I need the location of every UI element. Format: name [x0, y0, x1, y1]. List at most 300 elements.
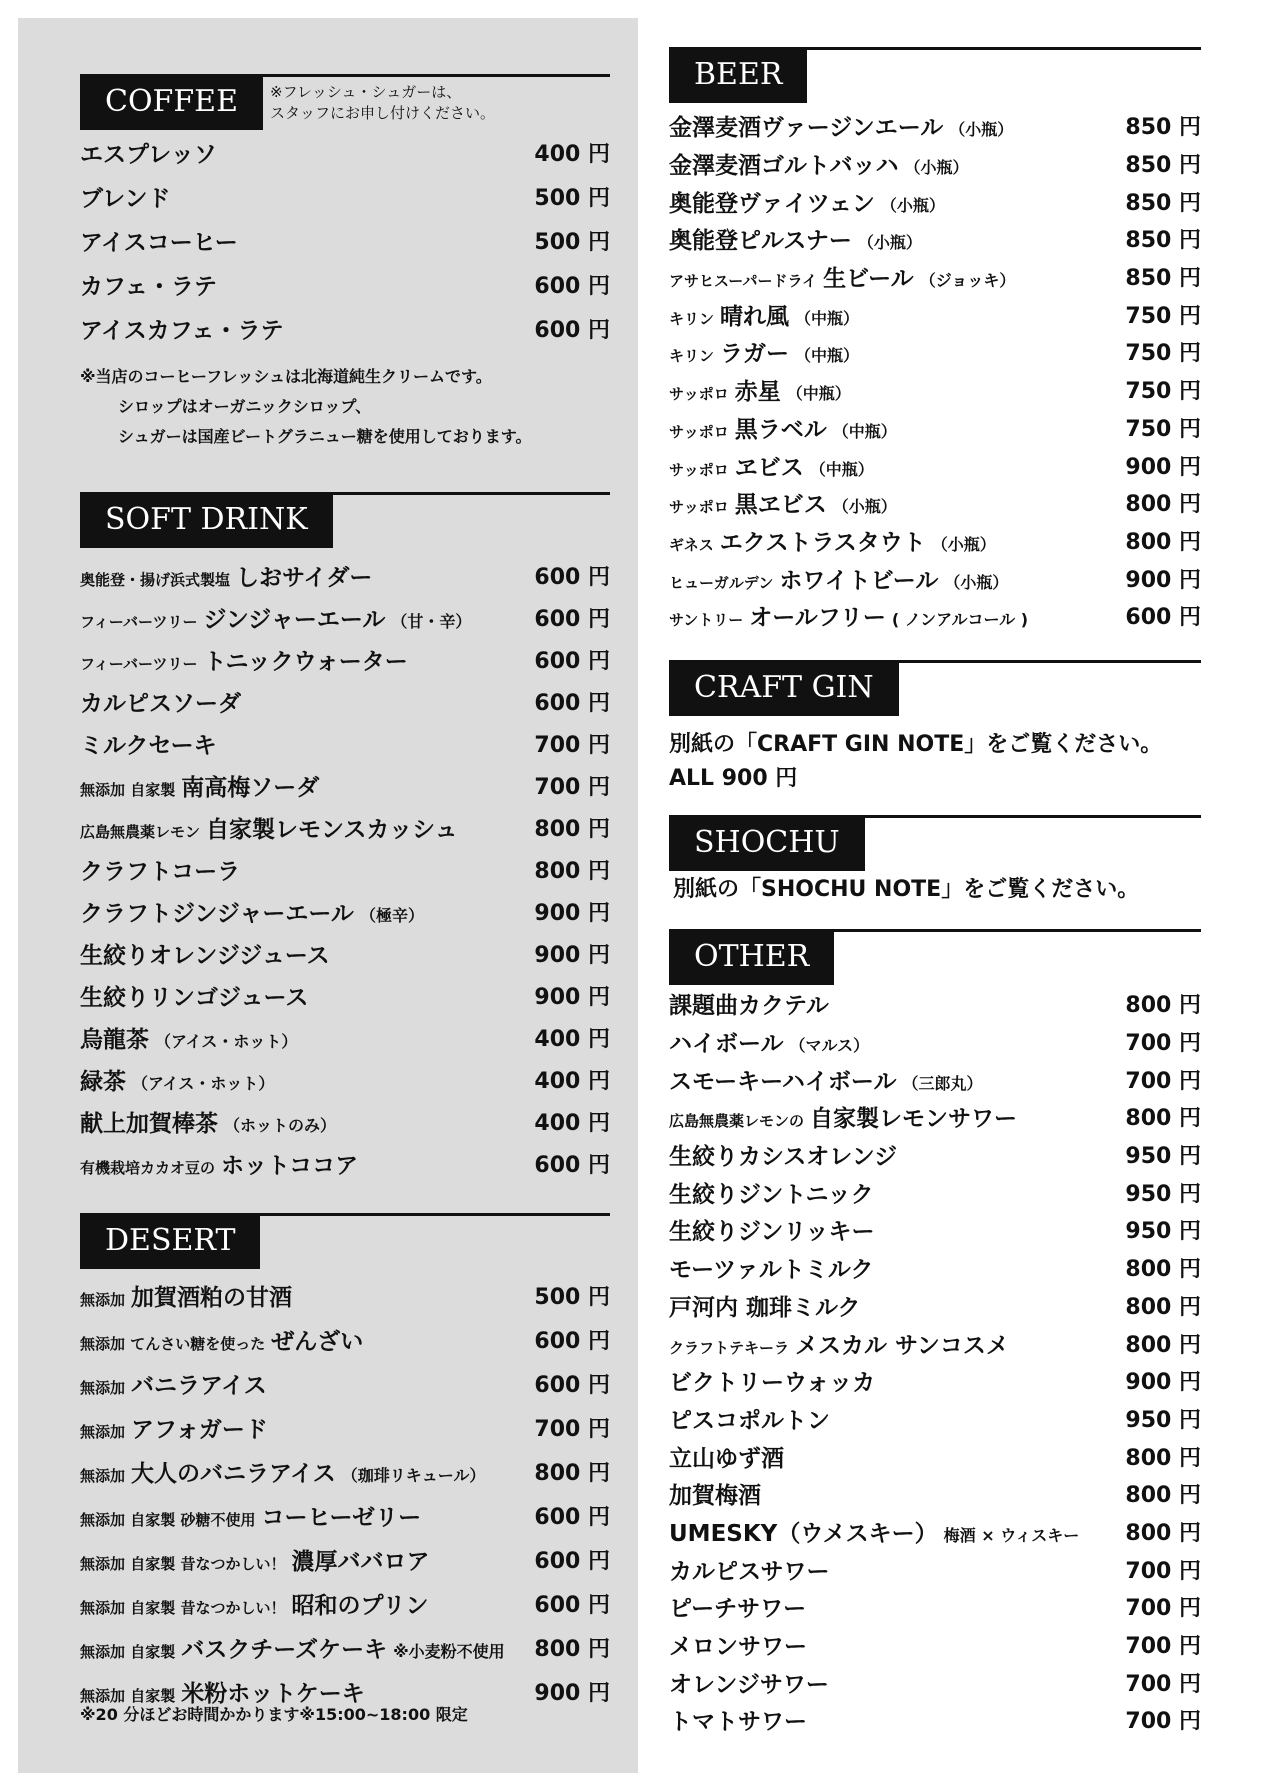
item-name: アイスカフェ・ラテ [80, 317, 284, 344]
item-name: ハイボール [669, 1031, 784, 1058]
item-prefix: サッポロ [669, 385, 729, 404]
menu-item-name [80, 559, 372, 592]
item-price: 700 円 [534, 1416, 610, 1442]
footnote-line: ※当店のコーヒーフレッシュは北海道純生クリームです。 [80, 367, 492, 386]
item-name: トニックウォーター [203, 648, 408, 675]
item-suffix: （小瓶） [904, 158, 969, 178]
menu-item-name [669, 1440, 784, 1473]
item-name: 生絞りジントニック [669, 1181, 874, 1208]
menu-item-name [669, 222, 922, 255]
item-name: 生絞りリンゴジュース [80, 984, 309, 1011]
item-name: メスカル サンコスメ [795, 1332, 1009, 1359]
item-prefix: キリン [669, 347, 715, 366]
item-price: 800 円 [534, 816, 610, 842]
item-name: ピスコポルトン [669, 1407, 830, 1434]
menu-item-name [80, 1543, 429, 1576]
item-suffix: （小瓶） [880, 195, 945, 215]
menu-item [80, 218, 610, 262]
craft-gin-header [669, 660, 1201, 716]
menu-item-name [669, 1327, 1009, 1360]
item-price: 700 円 [1125, 1709, 1201, 1735]
item-prefix: 無添加 自家製 [80, 780, 176, 799]
item-prefix: クラフトテキーラ [669, 1338, 790, 1357]
item-name: 生絞りカシスオレンジ [669, 1144, 898, 1171]
menu-item-name [669, 147, 969, 180]
menu-item [80, 680, 610, 722]
menu-item [669, 1211, 1201, 1249]
craft-gin-line: ALL 900 円 [669, 766, 798, 791]
item-price: 700 円 [1125, 1634, 1201, 1660]
item-price: 700 円 [1125, 1671, 1201, 1697]
shochu-line: 別紙の「SHOCHU NOTE」をご覧ください。 [673, 877, 1140, 902]
item-name: カルピスソーダ [80, 690, 241, 717]
menu-item [669, 333, 1201, 371]
menu-item [80, 262, 610, 306]
item-price: 400 円 [534, 141, 610, 167]
desert-footnote: ※20 分ほどお時間かかります※15:00~18:00 限定 [80, 1705, 468, 1724]
item-price: 850 円 [1125, 153, 1201, 179]
item-price: 500 円 [534, 185, 610, 211]
item-name: 自家製レモンスカッシュ [206, 816, 458, 843]
item-name: アフォガード [131, 1416, 268, 1443]
menu-item-name [80, 180, 171, 213]
item-name: バスクチーズケーキ [181, 1636, 388, 1663]
menu-item [669, 1023, 1201, 1061]
shochu-header [669, 815, 1201, 871]
item-price: 800 円 [1125, 1520, 1201, 1546]
item-price: 950 円 [1125, 1181, 1201, 1207]
menu-item [669, 1249, 1201, 1287]
menu-item [80, 1493, 610, 1537]
other-title: OTHER [669, 929, 834, 985]
menu-item [669, 1060, 1201, 1098]
item-suffix: 梅酒 × ウィスキー [943, 1525, 1080, 1545]
menu-item-name [80, 853, 240, 886]
item-price: 600 円 [534, 606, 610, 632]
item-price: 800 円 [534, 1460, 610, 1486]
item-name: カルピスサワー [669, 1558, 830, 1585]
item-price: 400 円 [534, 1026, 610, 1052]
menu-item [669, 145, 1201, 183]
item-suffix: （三郎丸） [902, 1073, 983, 1093]
menu-item-name [669, 1138, 897, 1171]
menu-item-name [669, 1251, 873, 1284]
item-prefix: キリン [669, 309, 715, 328]
menu-item-name [80, 1587, 429, 1620]
menu-item-name [669, 1289, 861, 1322]
desert-section [80, 1213, 610, 1725]
item-price: 850 円 [1125, 266, 1201, 292]
soft-drink-header [80, 492, 610, 548]
menu-item [669, 446, 1201, 484]
item-name: 奥能登ピルスナー [669, 228, 852, 255]
menu-item-name [669, 185, 945, 218]
menu-item [669, 1400, 1201, 1438]
coffee-footnote [80, 362, 610, 452]
item-price: 750 円 [1125, 341, 1201, 367]
item-prefix: フィーバーツリー [80, 612, 198, 631]
menu-item [80, 174, 610, 218]
item-price: 900 円 [534, 942, 610, 968]
menu-item-name [669, 1364, 875, 1397]
item-name: 生絞りジンリッキー [669, 1219, 875, 1246]
menu-item-name [80, 1367, 267, 1400]
menu-item-name [669, 562, 1008, 595]
menu-item [80, 1537, 610, 1581]
menu-item-name [669, 1176, 874, 1209]
item-name: 加賀酒粕の甘酒 [131, 1284, 293, 1311]
item-name: トマトサワー [669, 1709, 807, 1736]
menu-item [80, 1142, 610, 1184]
menu-item-name [669, 486, 897, 519]
item-price: 900 円 [534, 984, 610, 1010]
item-name: 生ビール [823, 266, 914, 293]
item-name: 黒ラベル [734, 416, 827, 443]
item-name: ブレンド [80, 185, 171, 212]
menu-item-name [80, 1279, 292, 1312]
other-section [669, 929, 1201, 1739]
item-price: 600 円 [534, 1152, 610, 1178]
menu-item-name [80, 1147, 358, 1180]
footnote-line: シュガーは国産ビートグラニュー糖を使用しております。 [102, 427, 532, 446]
item-price: 950 円 [1125, 1144, 1201, 1170]
craft-gin-text [669, 728, 1201, 796]
item-price: 800 円 [534, 858, 610, 884]
item-price: 700 円 [534, 774, 610, 800]
item-prefix: 広島無農薬レモンの [669, 1112, 805, 1131]
item-prefix: 奥能登・揚げ浜式製塩 [80, 570, 231, 589]
item-price: 800 円 [534, 1636, 610, 1662]
item-price: 900 円 [1125, 567, 1201, 593]
menu-item [80, 974, 610, 1016]
menu-item [669, 1173, 1201, 1211]
menu-item [669, 1136, 1201, 1174]
coffee-note [270, 82, 495, 124]
item-name: オレンジサワー [669, 1671, 829, 1698]
item-name: 献上加賀棒茶 [80, 1110, 218, 1137]
item-suffix: （小瓶） [832, 497, 897, 517]
item-suffix: （珈琲リキュール） [341, 1465, 486, 1485]
item-price: 850 円 [1125, 115, 1201, 141]
coffee-list [80, 130, 610, 350]
beer-list [669, 107, 1201, 635]
item-suffix: （中瓶） [786, 384, 851, 404]
menu-item [669, 1437, 1201, 1475]
item-suffix: （マルス） [789, 1036, 870, 1056]
menu-item-name [669, 1402, 830, 1435]
menu-item [80, 722, 610, 764]
item-price: 800 円 [1125, 1445, 1201, 1471]
desert-list [80, 1273, 610, 1713]
menu-item [80, 1361, 610, 1405]
menu-item-name [669, 1063, 983, 1096]
menu-item-name [669, 599, 1028, 632]
item-name: カフェ・ラテ [80, 273, 217, 300]
coffee-section [80, 74, 610, 452]
item-name: 烏龍茶 [80, 1026, 149, 1053]
item-price: 600 円 [534, 1504, 610, 1530]
item-price: 850 円 [1125, 228, 1201, 254]
item-name: スモーキーハイボール [669, 1068, 897, 1095]
item-price: 900 円 [534, 1680, 610, 1706]
item-name: 戸河内 珈琲ミルク [669, 1294, 861, 1321]
item-price: 700 円 [1125, 1068, 1201, 1094]
menu-item-name [80, 685, 241, 718]
item-price: 600 円 [534, 1548, 610, 1574]
shochu-section [669, 815, 1201, 907]
menu-item-name [80, 601, 471, 634]
item-name: 奥能登ヴァイツェン [669, 190, 875, 217]
item-price: 800 円 [1125, 492, 1201, 518]
item-name: ぜんざい [271, 1328, 364, 1355]
menu-item [669, 484, 1201, 522]
footnote-line: シロップはオーガニックシロップ、 [102, 397, 372, 416]
item-prefix: 無添加 自家製 [80, 1642, 176, 1661]
item-price: 600 円 [534, 1328, 610, 1354]
item-suffix: （アイス・ホット） [155, 1031, 298, 1051]
menu-item-name [669, 1553, 830, 1586]
item-suffix: （小瓶） [944, 572, 1009, 592]
menu-item [669, 258, 1201, 296]
menu-item [80, 806, 610, 848]
item-price: 750 円 [1125, 379, 1201, 405]
beer-header [669, 47, 1201, 103]
item-prefix: ヒューガルデン [669, 573, 774, 592]
item-name: 濃厚ババロア [291, 1548, 430, 1575]
menu-item [669, 1663, 1201, 1701]
item-name: ミルクセーキ [80, 732, 217, 759]
craft-gin-line: 別紙の「CRAFT GIN NOTE」をご覧ください。 [669, 732, 1163, 757]
item-name: 加賀梅酒 [669, 1483, 761, 1510]
item-name: ラガー [720, 341, 790, 368]
menu-item [80, 130, 610, 174]
item-name: 生絞りオレンジジュース [80, 942, 330, 969]
item-name: ホワイトビール [779, 567, 939, 594]
menu-item-name [669, 373, 851, 406]
item-price: 950 円 [1125, 1219, 1201, 1245]
menu-item-name [80, 643, 408, 676]
menu-item-name [80, 895, 424, 928]
item-price: 400 円 [534, 1068, 610, 1094]
craft-gin-title: CRAFT GIN [669, 660, 899, 716]
item-suffix: （ジョッキ） [919, 271, 1016, 291]
menu-item [669, 1287, 1201, 1325]
item-prefix: 広島無農薬レモン [80, 822, 201, 841]
item-prefix: サッポロ [669, 498, 729, 517]
menu-item [669, 1588, 1201, 1626]
item-price: 750 円 [1125, 303, 1201, 329]
menu-item [669, 1324, 1201, 1362]
item-prefix: 無添加 自家製 [80, 1686, 176, 1705]
menu-item [669, 1098, 1201, 1136]
item-name: 自家製レモンサワー [810, 1106, 1018, 1133]
menu-item-name [669, 335, 859, 368]
item-price: 600 円 [1125, 605, 1201, 631]
item-prefix: アサヒスーパードライ [669, 272, 818, 291]
item-price: 800 円 [1125, 1106, 1201, 1132]
item-prefix: 無添加 自家製 昔なつかしい！ [80, 1598, 286, 1617]
menu-item-name [80, 136, 217, 169]
menu-item [80, 638, 610, 680]
item-suffix: （小瓶） [857, 233, 922, 253]
menu-item-name [80, 312, 284, 345]
item-price: 600 円 [534, 273, 610, 299]
item-name: 米粉ホットケーキ [181, 1680, 365, 1707]
item-price: 600 円 [534, 564, 610, 590]
item-prefix: 無添加 [80, 1378, 126, 1397]
item-prefix: フィーバーツリー [80, 654, 198, 673]
item-suffix: （中瓶） [795, 308, 860, 328]
item-price: 800 円 [1125, 529, 1201, 555]
item-price: 800 円 [1125, 1332, 1201, 1358]
menu-item-name [80, 1021, 297, 1054]
item-suffix: （ホットのみ） [224, 1115, 337, 1135]
item-price: 600 円 [534, 317, 610, 343]
menu-item-name [80, 268, 217, 301]
item-name: 立山ゆず酒 [669, 1445, 784, 1472]
desert-title: DESERT [80, 1213, 260, 1269]
menu-item-name [669, 1515, 1079, 1548]
menu-item-name [669, 298, 859, 331]
menu-item [669, 985, 1201, 1023]
item-prefix: 無添加 [80, 1466, 126, 1485]
shochu-text [669, 873, 1201, 907]
item-prefix: 無添加 てんさい糖を使った [80, 1334, 266, 1353]
item-name: メロンサワー [669, 1634, 807, 1661]
menu-item-name [80, 1631, 505, 1664]
menu-item [80, 1016, 610, 1058]
shochu-title: SHOCHU [669, 815, 865, 871]
soft-drink-list [80, 554, 610, 1184]
item-prefix: 有機栽培カカオ豆の [80, 1158, 216, 1177]
menu-item-name [669, 1628, 807, 1661]
item-price: 700 円 [1125, 1558, 1201, 1584]
menu-item [669, 1626, 1201, 1664]
menu-item [80, 932, 610, 974]
menu-item [669, 522, 1201, 560]
item-prefix: ギネス [669, 535, 714, 554]
menu-item [80, 764, 610, 806]
item-name: オールフリー [749, 605, 886, 632]
menu-item-name [80, 937, 330, 970]
item-suffix: ( ノンアルコール ) [891, 610, 1029, 630]
item-prefix: サントリー [669, 611, 744, 630]
item-prefix: 無添加 [80, 1422, 126, 1441]
item-name: 黒ヱビス [734, 492, 827, 519]
menu-item-name [80, 1675, 365, 1708]
item-prefix: 無添加 [80, 1290, 126, 1309]
other-header [669, 929, 1201, 985]
item-price: 950 円 [1125, 1407, 1201, 1433]
menu-item-name [669, 524, 996, 557]
item-name: ジンジャーエール [203, 606, 386, 633]
item-name: アイスコーヒー [80, 229, 238, 256]
desert-header [80, 1213, 610, 1269]
menu-item-name [669, 109, 1013, 142]
coffee-note-line: ※フレッシュ・シュガーは、 [270, 83, 462, 101]
menu-item-name [80, 224, 238, 257]
menu-item [80, 596, 610, 638]
menu-item-name [80, 1411, 268, 1444]
item-suffix: （小瓶） [931, 534, 996, 554]
menu-item [669, 1701, 1201, 1739]
item-price: 400 円 [534, 1110, 610, 1136]
menu-item-name [80, 769, 319, 802]
item-name: 緑茶 [80, 1068, 126, 1095]
item-price: 700 円 [1125, 1031, 1201, 1057]
item-name: ヱビス [734, 454, 804, 481]
item-suffix: （甘・辛） [391, 611, 472, 631]
menu-item [669, 1362, 1201, 1400]
item-price: 700 円 [534, 732, 610, 758]
item-name: クラフトジンジャーエール [80, 900, 354, 927]
menu-item-name [669, 411, 897, 444]
menu-item [669, 1550, 1201, 1588]
item-price: 800 円 [1125, 1257, 1201, 1283]
menu-item-name [669, 1590, 806, 1623]
menu-item [669, 371, 1201, 409]
menu-item-name [669, 1100, 1017, 1133]
menu-item [80, 306, 610, 350]
menu-item [80, 1581, 610, 1625]
item-name: 南高梅ソーダ [181, 774, 320, 801]
menu-item [80, 1058, 610, 1100]
menu-item-name [80, 979, 308, 1012]
coffee-title: COFFEE [80, 74, 263, 130]
item-suffix: （中瓶） [809, 459, 874, 479]
menu-item-name [669, 1666, 829, 1699]
menu-item [669, 1475, 1201, 1513]
item-price: 600 円 [534, 648, 610, 674]
item-price: 600 円 [534, 1372, 610, 1398]
menu-item [669, 597, 1201, 635]
item-name: エクストラスタウト [719, 529, 926, 556]
menu-item [80, 1405, 610, 1449]
item-prefix: 無添加 自家製 砂糖不使用 [80, 1510, 256, 1529]
menu-item [80, 1100, 610, 1142]
menu-item [669, 107, 1201, 145]
item-name: しおサイダー [236, 564, 373, 591]
item-price: 600 円 [534, 1592, 610, 1618]
menu-item-name [80, 1323, 363, 1356]
item-suffix: （極辛） [359, 905, 424, 925]
item-name: 大人のバニラアイス [131, 1460, 336, 1487]
menu-item [80, 890, 610, 932]
item-name: コーヒーゼリー [261, 1504, 422, 1531]
menu-item-name [669, 1025, 869, 1058]
menu-item [80, 1449, 610, 1493]
item-name: ビクトリーウォッカ [669, 1370, 876, 1397]
menu-item [80, 1317, 610, 1361]
item-name: エスプレッソ [80, 141, 217, 168]
item-price: 900 円 [1125, 1370, 1201, 1396]
item-suffix: （小瓶） [949, 120, 1014, 140]
item-prefix: サッポロ [669, 460, 729, 479]
other-list [669, 985, 1201, 1739]
item-name: クラフトコーラ [80, 858, 241, 885]
menu-item-name [80, 1455, 485, 1488]
soft-drink-section [80, 492, 610, 1184]
item-name: ピーチサワー [669, 1596, 807, 1623]
item-price: 600 円 [534, 690, 610, 716]
menu-item [80, 554, 610, 596]
coffee-note-line: スタッフにお申し付けください。 [270, 104, 496, 122]
menu-item-name [80, 811, 458, 844]
menu-item [80, 1273, 610, 1317]
item-price: 900 円 [1125, 454, 1201, 480]
item-price: 850 円 [1125, 190, 1201, 216]
item-prefix: 無添加 自家製 昔なつかしい！ [80, 1554, 286, 1573]
